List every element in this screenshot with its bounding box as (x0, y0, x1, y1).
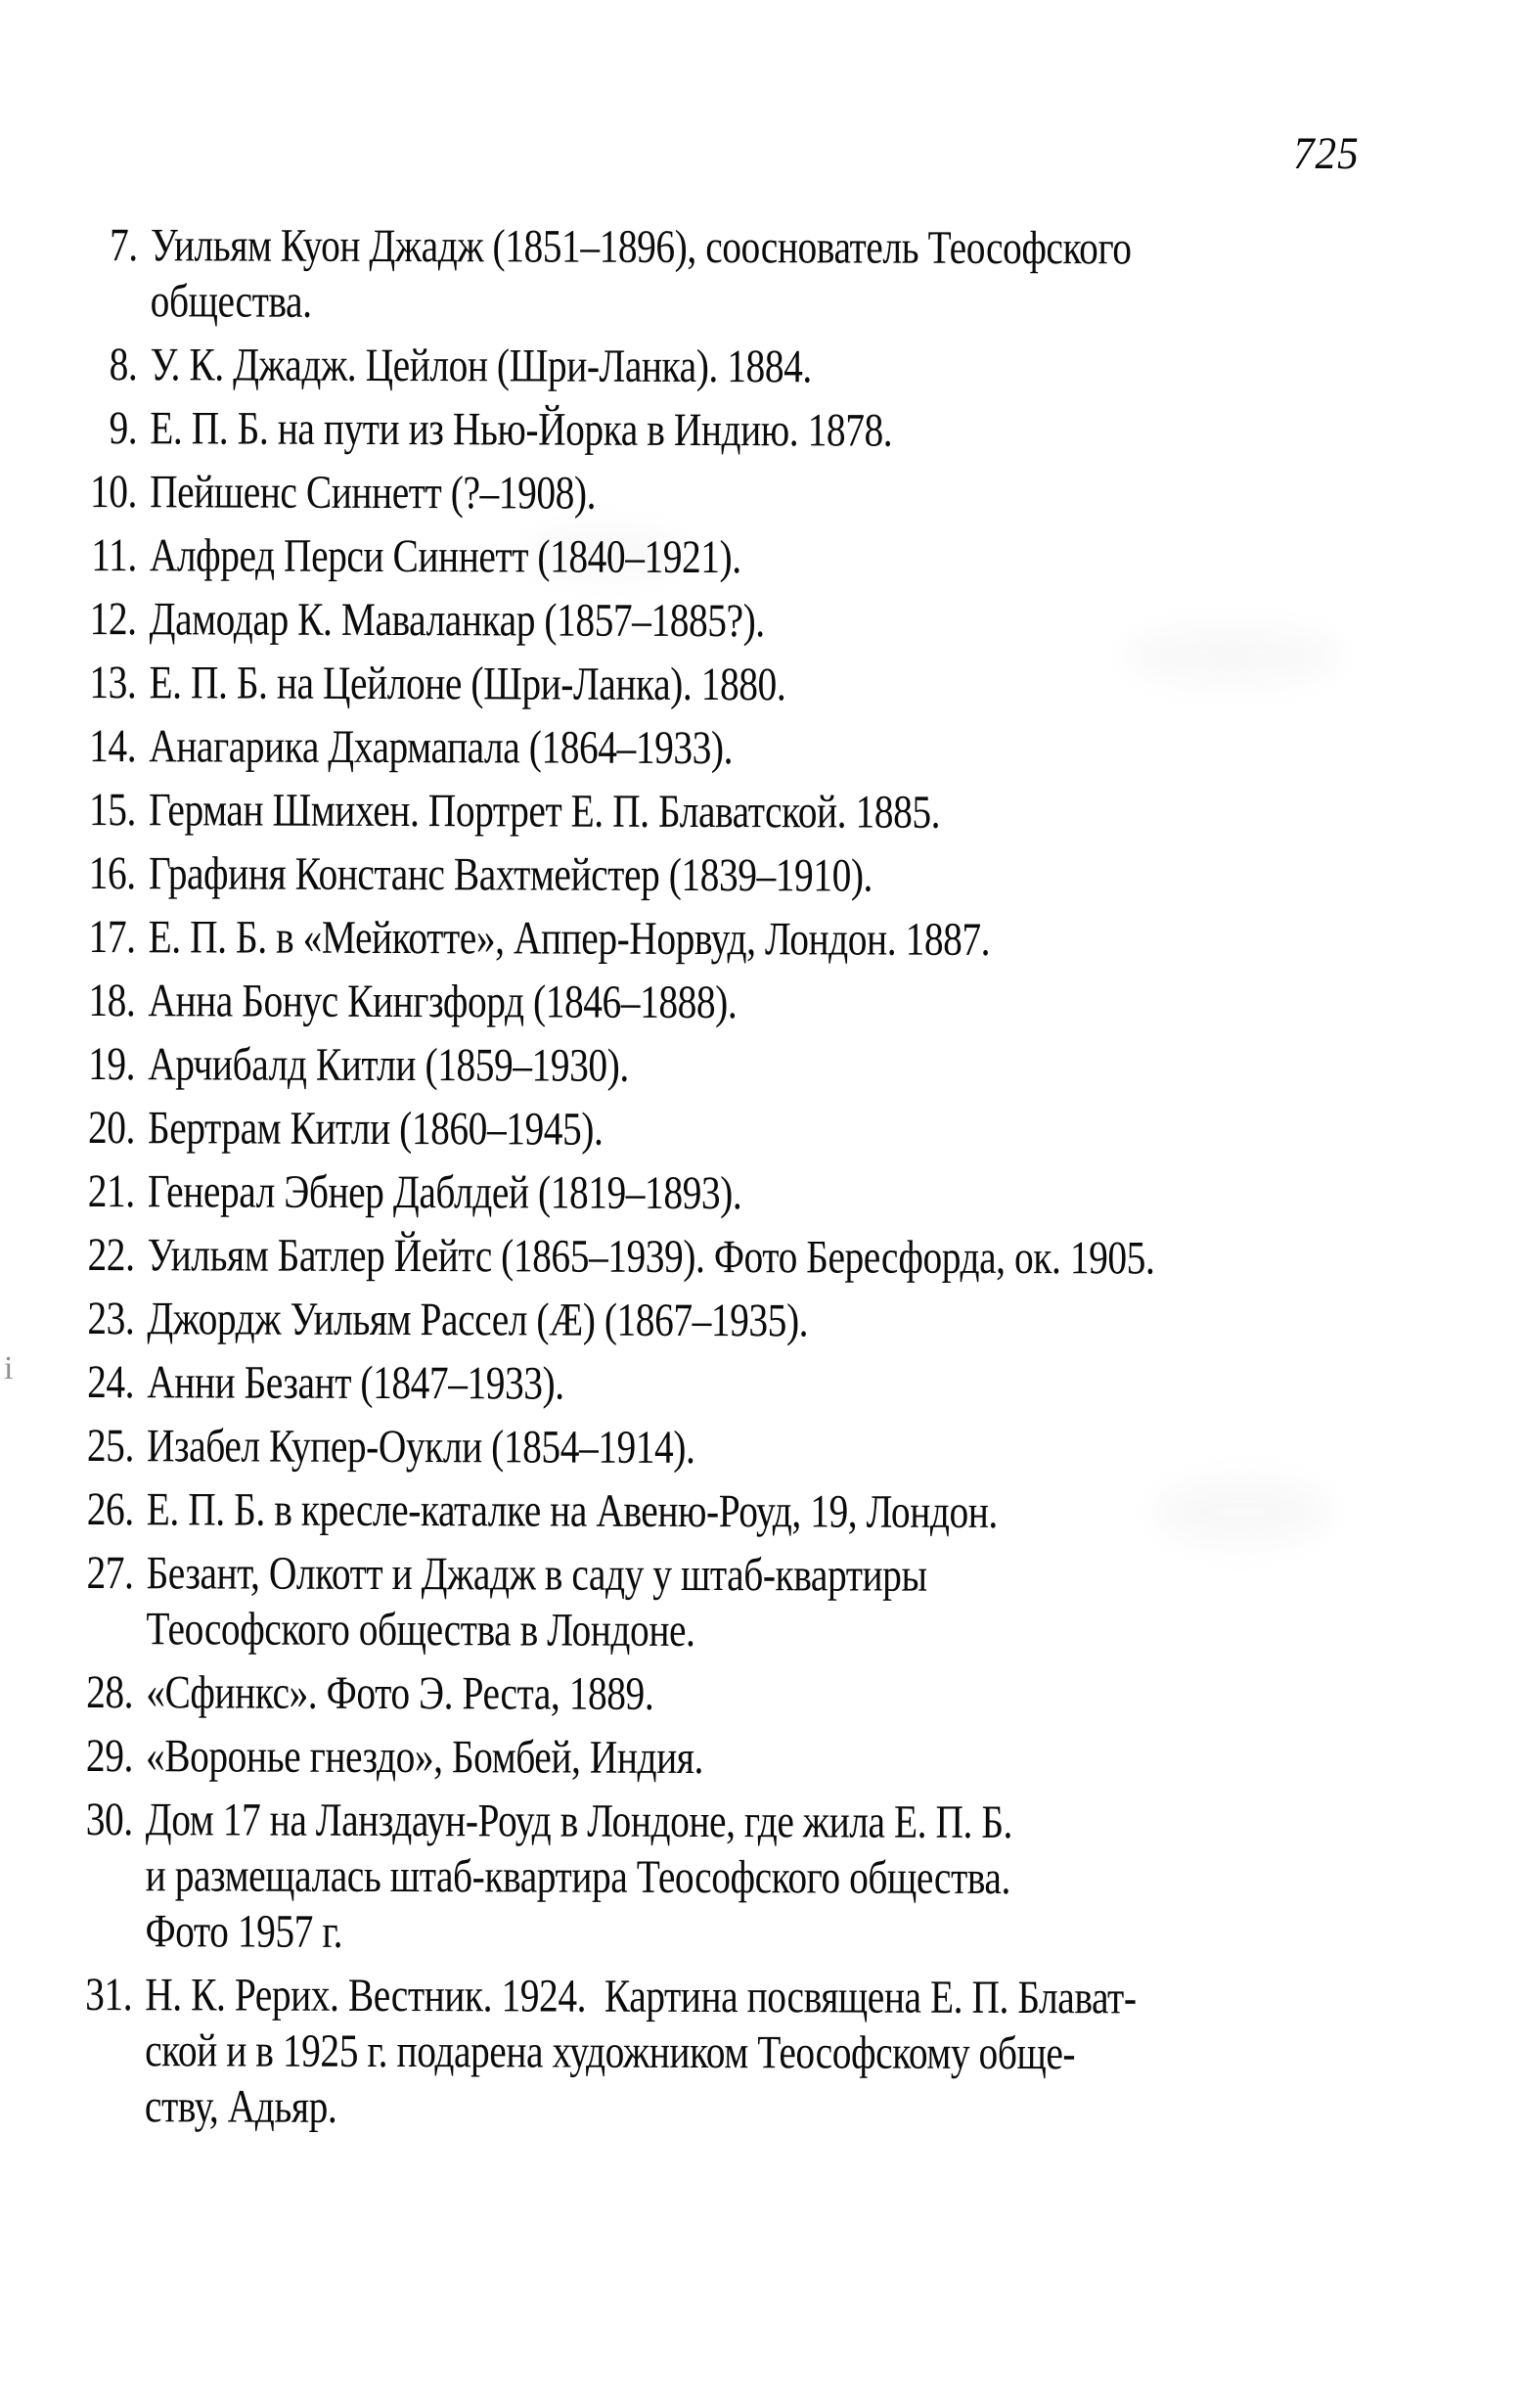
item-number: 11. (91, 529, 137, 582)
list-item (67, 1163, 1399, 1223)
list-item (67, 1354, 1398, 1414)
item-line: Изабел Купер-Оукли (1854–1914). (146, 1420, 695, 1475)
item-text (148, 1163, 1399, 1223)
item-line: Дом 17 на Ланздаун-Роуд в Лондоне, где жила Е. П. Б. (145, 1794, 1013, 1849)
item-line: Е. П. Б. на пути из Нью-Йорка в Индию. 1878. (150, 402, 893, 457)
list-item (70, 217, 1403, 333)
item-number: 17. (88, 911, 136, 964)
item-text (150, 591, 1401, 651)
item-line: Н. К. Рерих. Вестник. 1924. Картина посвящена Е. П. Блават- (145, 1969, 1137, 2024)
item-number: 7. (110, 219, 138, 272)
item-text (149, 909, 1400, 969)
list-item (68, 909, 1400, 969)
list-item (69, 464, 1401, 523)
item-text (145, 1792, 1397, 1963)
item-number: 22. (87, 1229, 135, 1282)
item-text (147, 1291, 1398, 1350)
item-line: ской и в 1925 г. подарена художником Теософскому обще- (145, 2024, 1076, 2080)
scan-margin-artifact: i (4, 1350, 14, 1386)
item-number: 26. (86, 1483, 134, 1536)
item-number: 27. (86, 1547, 134, 1600)
item-number: 8. (109, 339, 138, 391)
item-text (151, 217, 1403, 333)
item-number: 19. (88, 1038, 136, 1091)
item-text (146, 1545, 1398, 1660)
item-line: Анагарика Дхармапала (1864–1933). (149, 720, 734, 775)
item-text (148, 1100, 1399, 1159)
item-line: Бертрам Китли (1860–1945). (147, 1102, 604, 1156)
item-text (148, 973, 1399, 1032)
list-item (67, 1418, 1398, 1477)
item-line: Дамодар К. Маваланкар (1857–1885?). (149, 593, 765, 648)
item-number: 12. (89, 593, 137, 646)
item-text (146, 1728, 1397, 1788)
item-text (146, 1664, 1397, 1724)
list-item (68, 845, 1400, 905)
item-text (147, 1418, 1398, 1477)
item-line: Алфред Перси Синнетт (1840–1921). (149, 529, 741, 584)
list-item (67, 1100, 1399, 1159)
item-line: Генерал Эбнер Даблдей (1819–1893). (147, 1165, 742, 1220)
list-item (68, 655, 1400, 714)
item-text (145, 1967, 1397, 2138)
item-number: 15. (88, 784, 137, 837)
item-line: «Воронье гнездо», Бомбей, Индия. (145, 1730, 704, 1785)
item-number: 14. (89, 720, 137, 773)
item-line: Пейшенс Синнетт (?–1908). (150, 466, 597, 520)
list-item (68, 718, 1400, 778)
list-item (67, 1227, 1399, 1287)
item-number: 31. (85, 1969, 133, 2022)
item-text (150, 464, 1401, 523)
list-item (69, 527, 1401, 587)
item-line: Уильям Батлер Йейтс (1865–1939). Фото Бересфорда, ок. 1905. (147, 1229, 1155, 1285)
item-line: Графиня Констанс Вахтмейстер (1839–1910). (148, 847, 873, 902)
item-line: Е. П. Б. на Цейлоне (Шри-Ланка). 1880. (149, 657, 786, 711)
item-number: 25. (86, 1420, 135, 1473)
list-item (69, 400, 1401, 460)
item-number: 21. (87, 1165, 135, 1218)
item-line: Анни Безант (1847–1933). (147, 1356, 564, 1410)
item-number: 29. (85, 1730, 134, 1783)
list-item (65, 1967, 1397, 2138)
item-line: Джордж Уильям Рассел (Æ) (1867–1935). (147, 1293, 809, 1347)
list-item (66, 1664, 1397, 1724)
item-line: Арчибалд Китли (1859–1930). (148, 1038, 629, 1092)
item-line: Герман Шмихен. Портрет Е. П. Блаватской. 1885. (149, 784, 941, 839)
list-item (66, 1728, 1397, 1788)
item-text (149, 845, 1400, 905)
item-text (149, 718, 1400, 778)
item-text (149, 782, 1400, 841)
item-line: Е. П. Б. в «Мейкотте», Аппер-Норвуд, Лондон. 1887. (148, 911, 991, 966)
item-line: «Сфинкс». Фото Э. Реста, 1889. (146, 1666, 654, 1720)
item-number: 23. (87, 1293, 135, 1345)
list-item (69, 591, 1401, 651)
item-line: ству, Адьяр. (144, 2080, 337, 2133)
item-number: 13. (89, 657, 137, 709)
item-text (148, 1036, 1399, 1096)
item-line: Фото 1957 г. (145, 1905, 343, 1958)
item-text (148, 1227, 1399, 1287)
item-text (150, 527, 1401, 587)
item-text (150, 400, 1401, 460)
item-number: 9. (109, 402, 138, 455)
item-number: 30. (85, 1794, 133, 1846)
illustrations-list (65, 217, 1522, 2147)
item-number: 24. (87, 1356, 135, 1409)
item-number: 18. (88, 975, 136, 1027)
item-number: 10. (89, 466, 138, 519)
item-line: Уильям Куон Джадж (1851–1896), сооснователь Теософского (150, 219, 1132, 275)
list-item (67, 1481, 1398, 1541)
item-line: общества. (150, 275, 312, 328)
list-item (67, 1291, 1398, 1350)
list-item (67, 1036, 1399, 1096)
list-item (68, 782, 1400, 841)
list-item (66, 1545, 1398, 1660)
list-item (65, 1792, 1397, 1963)
item-line: У. К. Джадж. Цейлон (Шри-Ланка). 1884. (150, 339, 812, 393)
item-line: Безант, Олкотт и Джадж в саду у штаб-квартиры (146, 1547, 927, 1602)
item-number: 16. (88, 847, 136, 900)
list-item (67, 973, 1399, 1032)
item-text (147, 1354, 1398, 1414)
item-line: Теософского общества в Лондоне. (146, 1603, 695, 1658)
item-text (149, 655, 1400, 714)
item-text (150, 337, 1401, 396)
item-number: 28. (86, 1666, 134, 1719)
item-line: Анна Бонус Кингзфорд (1846–1888). (148, 975, 738, 1029)
item-number: 20. (87, 1102, 136, 1155)
item-text (147, 1481, 1398, 1541)
item-line: и размещалась штаб-квартира Теософского общества. (145, 1849, 1011, 1905)
item-line: Е. П. Б. в кресле-каталке на Авеню-Роуд, 19, Лондон. (146, 1483, 998, 1538)
list-item (69, 337, 1401, 396)
page-number: 725 (1293, 128, 1360, 179)
